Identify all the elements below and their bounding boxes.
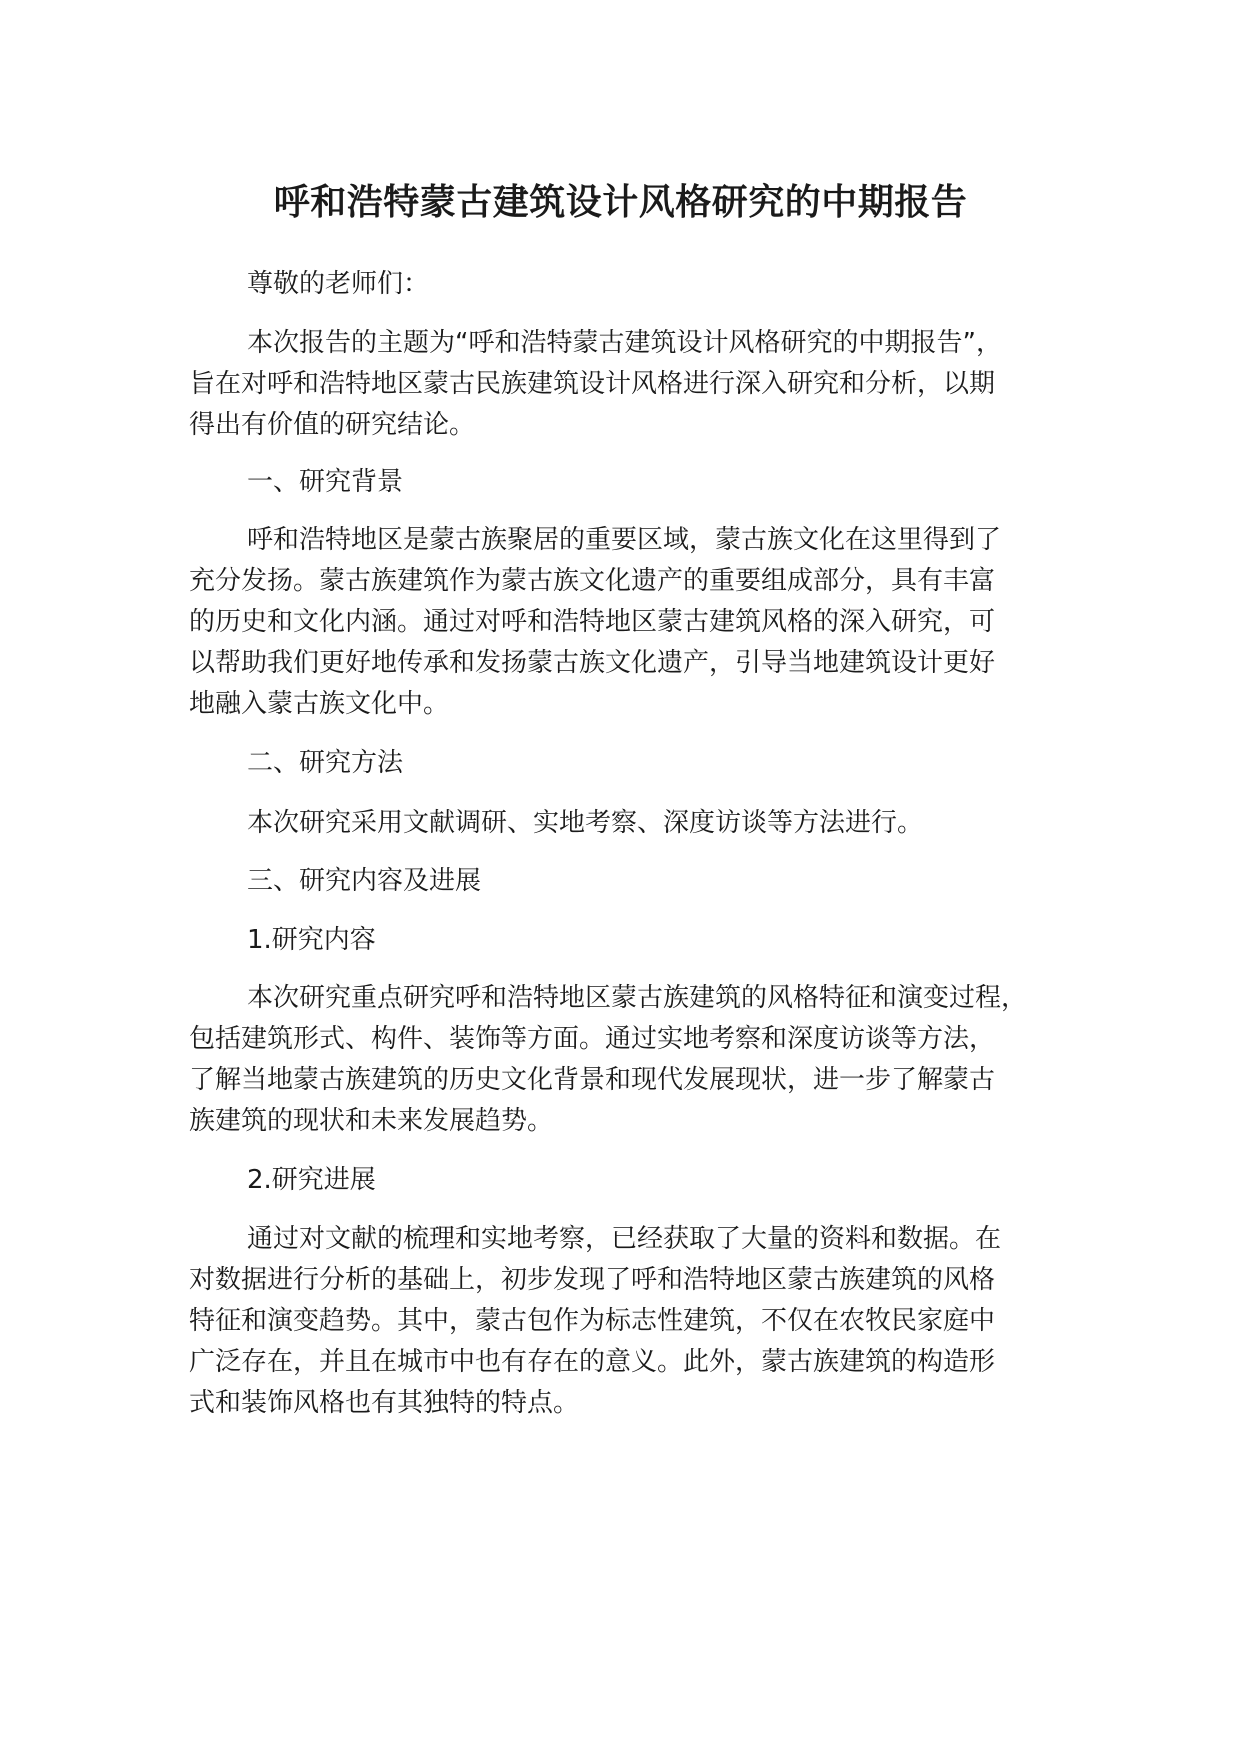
paragraph-line: 通过对文献的梳理和实地考察，已经获取了大量的资料和数据。在 <box>247 1224 1002 1254</box>
paragraph-line: 本次研究重点研究呼和浩特地区蒙古族建筑的风格特征和演变过程， <box>247 983 1028 1013</box>
paragraph-line: 以帮助我们更好地传承和发扬蒙古族文化遗产，引导当地建筑设计更好 <box>189 648 996 678</box>
paragraph-line: 充分发扬。蒙古族建筑作为蒙古族文化遗产的重要组成部分，具有丰富 <box>189 566 996 596</box>
document-title: 呼和浩特蒙古建筑设计风格研究的中期报告 <box>273 182 968 223</box>
paragraph-line: 广泛存在，并且在城市中也有存在的意义。此外，蒙古族建筑的构造形 <box>189 1347 996 1377</box>
paragraph-line: 式和装饰风格也有其独特的特点。 <box>189 1388 580 1418</box>
paragraph-line: 地融入蒙古族文化中。 <box>189 689 450 719</box>
subsection-heading-content: 1.研究内容 <box>247 925 376 955</box>
section-heading-background: 一、研究背景 <box>247 467 404 497</box>
paragraph-line: 了解当地蒙古族建筑的历史文化背景和现代发展现状，进一步了解蒙古 <box>189 1065 996 1095</box>
paragraph-line: 特征和演变趋势。其中，蒙古包作为标志性建筑，不仅在农牧民家庭中 <box>189 1306 996 1336</box>
paragraph-line: 本次研究采用文献调研、实地考察、深度访谈等方法进行。 <box>247 808 924 838</box>
intro-line: 得出有价值的研究结论。 <box>189 410 476 440</box>
intro-line: 旨在对呼和浩特地区蒙古民族建筑设计风格进行深入研究和分析，以期 <box>189 369 996 399</box>
paragraph-line: 的历史和文化内涵。通过对呼和浩特地区蒙古建筑风格的深入研究，可 <box>189 607 996 637</box>
section-heading-content: 三、研究内容及进展 <box>247 866 482 896</box>
subsection-heading-progress: 2.研究进展 <box>247 1165 376 1195</box>
paragraph-line: 呼和浩特地区是蒙古族聚居的重要区域，蒙古族文化在这里得到了 <box>247 525 1002 555</box>
paragraph-line: 对数据进行分析的基础上，初步发现了呼和浩特地区蒙古族建筑的风格 <box>189 1265 996 1295</box>
paragraph-line: 包括建筑形式、构件、装饰等方面。通过实地考察和深度访谈等方法， <box>189 1024 996 1054</box>
intro-line: 本次报告的主题为“呼和浩特蒙古建筑设计风格研究的中期报告”， <box>247 328 1002 358</box>
section-heading-method: 二、研究方法 <box>247 748 404 778</box>
paragraph-line: 族建筑的现状和未来发展趋势。 <box>189 1106 554 1136</box>
salutation: 尊敬的老师们： <box>247 269 430 299</box>
